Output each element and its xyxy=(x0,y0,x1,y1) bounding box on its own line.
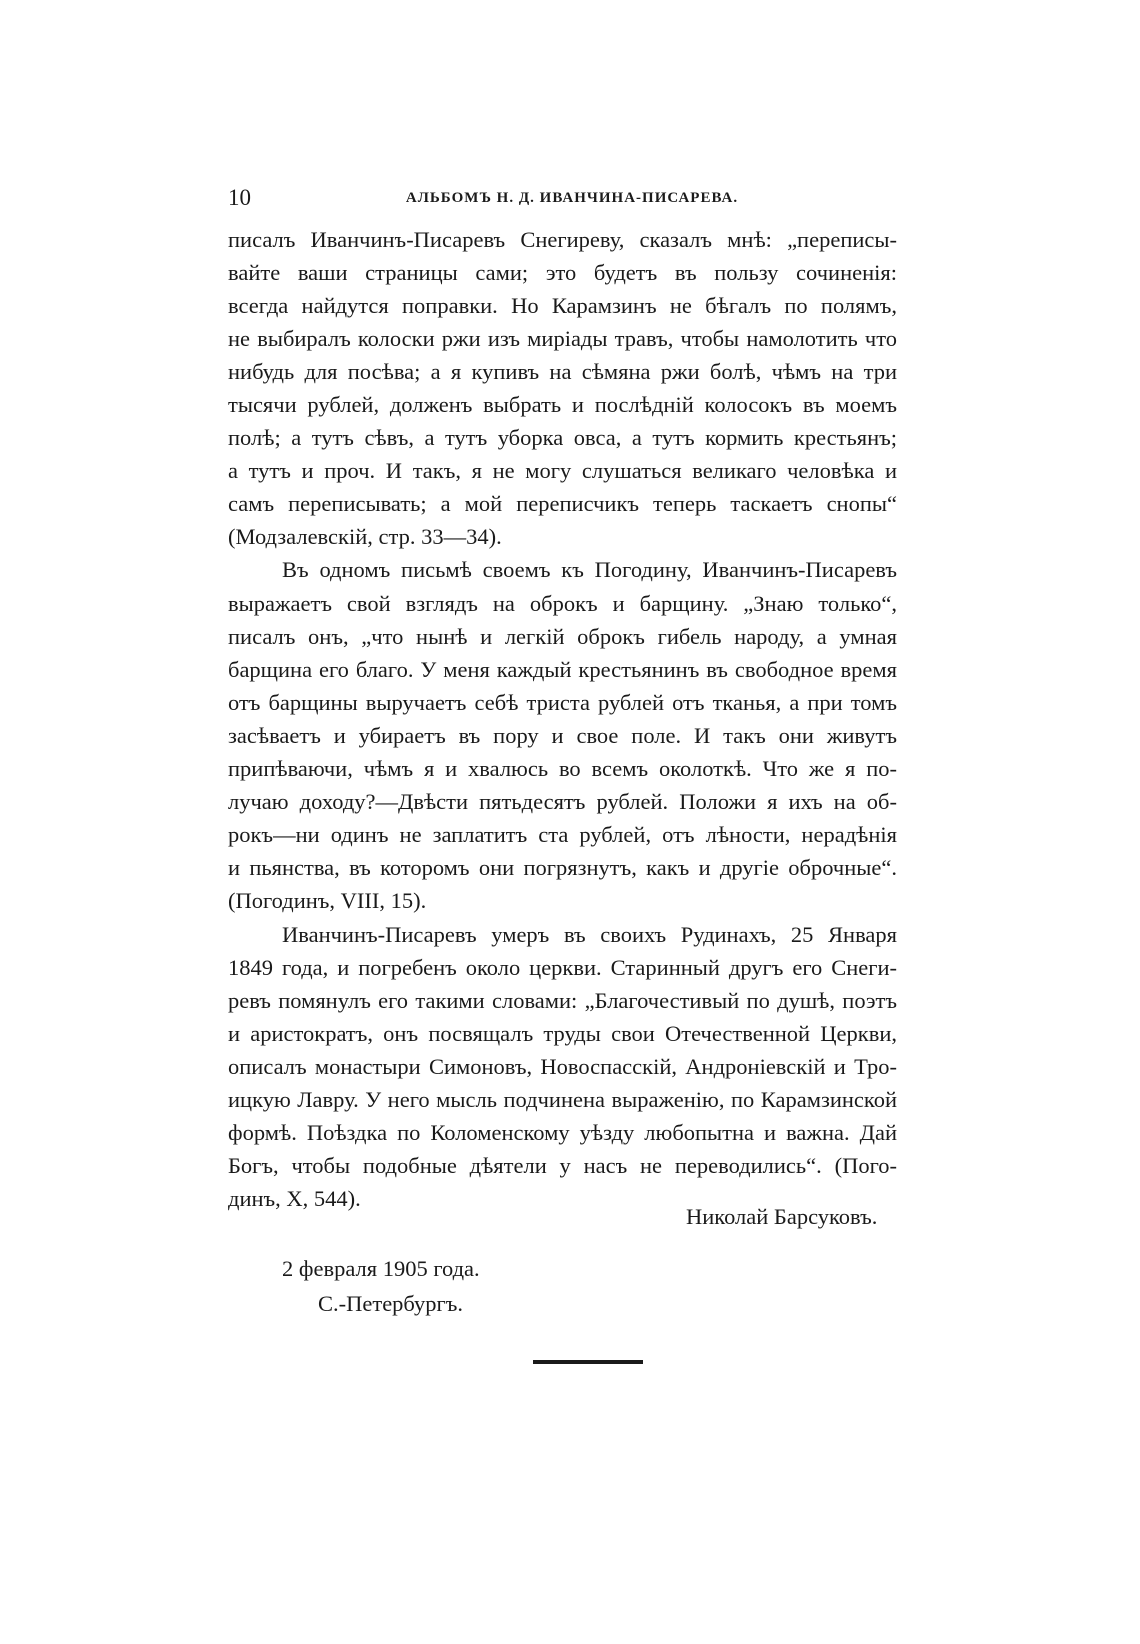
text-line: (Модзалевскій, стр. 33—34). xyxy=(228,524,502,549)
text-line: отъ барщины выручаетъ себѣ триста рублей отъ тканья, а при томъ xyxy=(228,690,897,715)
text-line: описалъ монастыри Симоновъ, Новоспасскій, Андроніевскій и Тро- xyxy=(228,1054,897,1079)
text-line: барщина его благо. У меня каждый крестьянинъ въ свободное время xyxy=(228,657,897,682)
running-title: АЛЬБОМЪ Н. Д. ИВАНЧИНА-ПИСАРЕВА. xyxy=(405,190,739,206)
date-line: 2 февраля 1905 года. xyxy=(282,1256,480,1281)
text-line: динъ, X, 544). xyxy=(228,1186,361,1211)
text-line: всегда найдутся поправки. Но Карамзинъ не бѣгалъ по полямъ, xyxy=(228,293,897,318)
text-line: рокъ—ни одинъ не заплатитъ ста рублей, отъ лѣности, нерадѣнія xyxy=(228,822,897,847)
text-line: самъ переписывать; а мой переписчикъ теперь таскаетъ снопы“ xyxy=(228,491,897,516)
running-head xyxy=(228,183,896,213)
text-line: 1849 года, и погребенъ около церкви. Старинный другъ его Снеги- xyxy=(228,955,897,980)
paragraph-start-line: Въ одномъ письмѣ своемъ къ Погодину, Иванчинъ-Писаревъ xyxy=(282,557,897,582)
text-line: и аристократъ, онъ посвящалъ труды свои Отечественной Церкви, xyxy=(228,1021,897,1046)
text-line: Богъ, чтобы подобные дѣятели у насъ не переводились“. (Пого- xyxy=(228,1153,897,1178)
text-line: ревъ помянулъ его такими словами: „Благочестивый по душѣ, поэтъ xyxy=(228,988,897,1013)
text-line: полѣ; а тутъ сѣвъ, а тутъ уборка овса, а тутъ кормить крестьянъ; xyxy=(228,425,897,450)
text-line: не выбиралъ колоски ржи изъ миріады травъ, чтобы намолотить что xyxy=(228,326,897,351)
place-line: С.-Петербургъ. xyxy=(318,1291,464,1316)
text-line: вайте ваши страницы сами; это будетъ въ пользу сочиненія: xyxy=(228,260,897,285)
author-signature: Николай Барсуковъ. xyxy=(686,1204,878,1229)
text-line: (Погодинъ, VIII, 15). xyxy=(228,888,427,913)
text-line: и пьянства, въ которомъ они погрязнутъ, какъ и другіе оброчные“. xyxy=(228,855,897,880)
text-line: тысячи рублей, долженъ выбрать и послѣдній колосокъ въ моемъ xyxy=(228,392,897,417)
end-rule xyxy=(533,1360,643,1364)
page-number: 10 xyxy=(228,185,251,210)
text-line: нибудь для посѣва; а я купивъ на сѣмяна ржи болѣ, чѣмъ на три xyxy=(228,359,897,384)
text-line: писалъ Иванчинъ-Писаревъ Снегиреву, сказалъ мнѣ: „переписы- xyxy=(228,227,897,252)
text-line: писалъ онъ, „что нынѣ и легкій оброкъ гибель народу, а умная xyxy=(228,624,897,649)
text-line: припѣваючи, чѣмъ я и хвалюсь во всемъ околоткѣ. Что же я по- xyxy=(228,756,897,781)
text-line: ицкую Лавру. У него мысль подчинена выраженію, по Карамзинской xyxy=(228,1087,897,1112)
text-line: лучаю доходу?—Двѣсти пятьдесятъ рублей. Положи я ихъ на об- xyxy=(228,789,897,814)
text-line: а тутъ и проч. И такъ, я не могу слушаться великаго человѣка и xyxy=(228,458,897,483)
text-line: засѣваетъ и убираетъ въ пору и свое поле. И такъ они живутъ xyxy=(228,723,897,748)
paragraph-start-line: Иванчинъ-Писаревъ умеръ въ своихъ Рудинахъ, 25 Января xyxy=(282,922,897,947)
text-line: формѣ. Поѣздка по Коломенскому уѣзду любопытна и важна. Дай xyxy=(228,1120,897,1145)
text-line: выражаетъ свой взглядъ на оброкъ и барщину. „Знаю только“, xyxy=(228,591,897,616)
